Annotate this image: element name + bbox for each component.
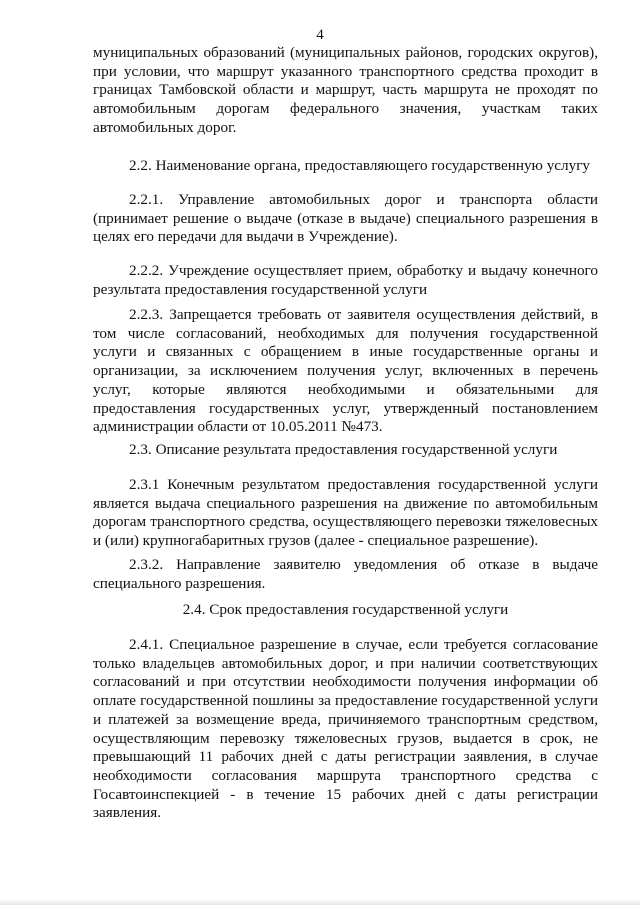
paragraph-2-4-1: 2.4.1. Специальное разрешение в случае, если требуется согласование только владельцев автомобильных дорог, и при наличии соответствующих согласований и при отсутствии необходимости получения информации об оплате государственной пошлины за предоставление государственной услуги и платежей за возмещение вреда, причиняемого транспортным средством, осуществляющим перевозку тяжеловесных грузов, выдается в срок, не превышающий 11 рабочих дней с даты регистрации заявления, в случае необходимости согласования маршрута транспортного средства с Госавтоинспекцией - в течение 15 рабочих дней с даты регистрации заявления. xyxy=(93,636,598,822)
heading-2-2: 2.2. Наименование органа, предоставляющего государственную услугу xyxy=(129,157,591,174)
page-number: 4 xyxy=(316,27,324,43)
paragraph-2-3-2: 2.3.2. Направление заявителю уведомления об отказе в выдаче специального разрешения. xyxy=(93,556,598,592)
heading-2-3: 2.3. Описание результата предоставления государственной услуги xyxy=(129,441,558,458)
paragraph-2-2-2: 2.2.2. Учреждение осуществляет прием, обработку и выдачу конечного результата предоставления государственной услуги xyxy=(93,262,598,298)
paragraph-2-3-1: 2.3.1 Конечным результатом предоставления государственной услуги является выдача специального разрешения на движение по автомобильным дорогам транспортного средства, осуществляющего перевозки тяжеловесных и (или) крупногабаритных грузов (далее - специальное разрешение). xyxy=(93,476,598,550)
paragraph-intro: муниципальных образований (муниципальных районов, городских округов), при условии, что маршрут указанного транспортного средства проходит в границах Тамбовской области и маршрут, часть маршрута не проходят по автомобильным дорогам федерального значения, участкам таких автомобильных дорог. xyxy=(93,44,598,136)
paragraph-2-2-1: 2.2.1. Управление автомобильных дорог и транспорта области (принимает решение о выдаче (отказе в выдаче) специального разрешения в целях его передачи для выдачи в Учреждение). xyxy=(93,191,598,246)
paragraph-2-2-3: 2.2.3. Запрещается требовать от заявителя осуществления действий, в том числе согласований, необходимых для получения государственной услуги и связанных с обращением в иные государственные органы и организации, за исключением получения услуг, включенных в перечень услуг, которые являются необходимыми и обязательными для предоставления государственных услуг, утвержденный постановлением администрации области от 10.05.2011 №473. xyxy=(93,306,598,436)
heading-2-4: 2.4. Срок предоставления государственной услуги xyxy=(182,601,509,618)
scan-edge xyxy=(0,899,640,905)
